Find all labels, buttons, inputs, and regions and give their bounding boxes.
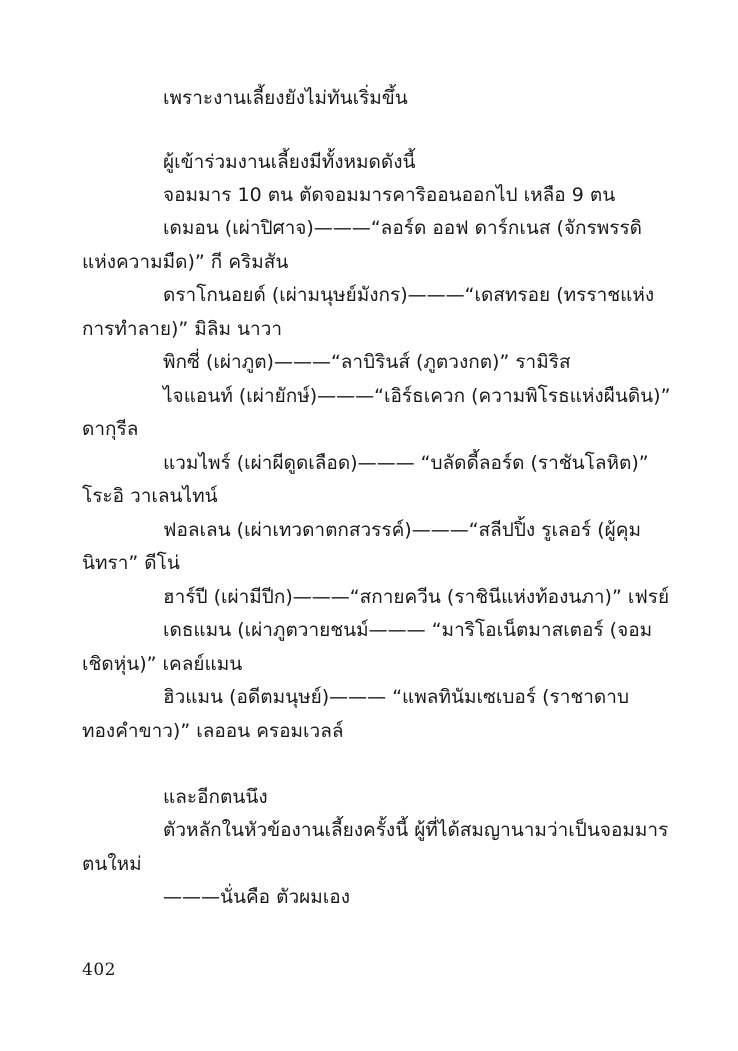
text-line: เพราะงานเลี้ยงยังไม่ทันเริ่มขึ้น: [163, 87, 408, 109]
text-line: ดราโกนอยด์ (เผ่ามนุษย์มังกร)———“เดสทรอย (ทรราชแห่ง: [163, 284, 655, 306]
text-line: ———นั่นคือ ตัวผมเอง: [163, 886, 350, 908]
text-line: แห่งความมืด)” กี คริมสัน: [82, 251, 289, 273]
text-line: การทำลาย)” มิลิม นาวา: [82, 318, 283, 340]
text-line: เดธแมน (เผ่าภูตวายชนม์——— “มาริโอเน็ตมาสเตอร์ (จอม: [163, 619, 653, 641]
text-line: โระอิ วาเลนไทน์: [82, 485, 218, 507]
text-line: ฟอลเลน (เผ่าเทวดาตกสวรรค์)———“สลีปปิ้ง รูเลอร์ (ผู้คุม: [163, 519, 642, 541]
text-line: ตนใหม่: [82, 853, 142, 875]
text-line: ดากุรีล: [82, 418, 139, 440]
page-number: 402: [82, 960, 116, 980]
text-line: ผู้เข้าร่วมงานเลี้ยงมีทั้งหมดดังนี้: [163, 151, 416, 173]
text-line: ทองคำขาว)” เลออน ครอมเวลล์: [82, 720, 344, 742]
text-line: จอมมาร 10 ตน ตัดจอมมารคาริออนออกไป เหลือ 9 ตน: [163, 184, 616, 206]
text-line: พิกซี่ (เผ่าภูต)———“ลาบิรินส์ (ภูตวงกต)” รามิริส: [163, 351, 571, 373]
text-line: ฮิวแมน (อดีตมนุษย์)——— “แพลทินัมเซเบอร์ (ราชาดาบ: [163, 686, 630, 708]
text-line: เดมอน (เผ่าปิศาจ)———“ลอร์ด ออฟ ดาร์กเนส (จักรพรรดิ: [163, 217, 642, 239]
text-line: ฮาร์ปี (เผ่ามีปีก)———“สกายควีน (ราชินีแห่งท้องนภา)” เฟรย์: [163, 586, 670, 608]
text-line: ตัวหลักในหัวข้องานเลี้ยงครั้งนี้ ผู้ที่ได้สมญานามว่าเป็นจอมมาร: [163, 819, 669, 841]
text-line: นิทรา” ดีโน่: [82, 552, 180, 574]
text-line: และอีกตนนึง: [163, 786, 268, 808]
text-line: ไจแอนท์ (เผ่ายักษ์)———“เอิร์ธเควก (ความพิโรธแห่งผืนดิน)”: [163, 385, 671, 407]
text-line: แวมไพร์ (เผ่าผีดูดเลือด)——— “บลัดดี้ลอร์ด (ราชันโลหิต)”: [163, 452, 649, 474]
text-line: เชิดหุ่น)” เคลย์แมน: [82, 653, 243, 675]
